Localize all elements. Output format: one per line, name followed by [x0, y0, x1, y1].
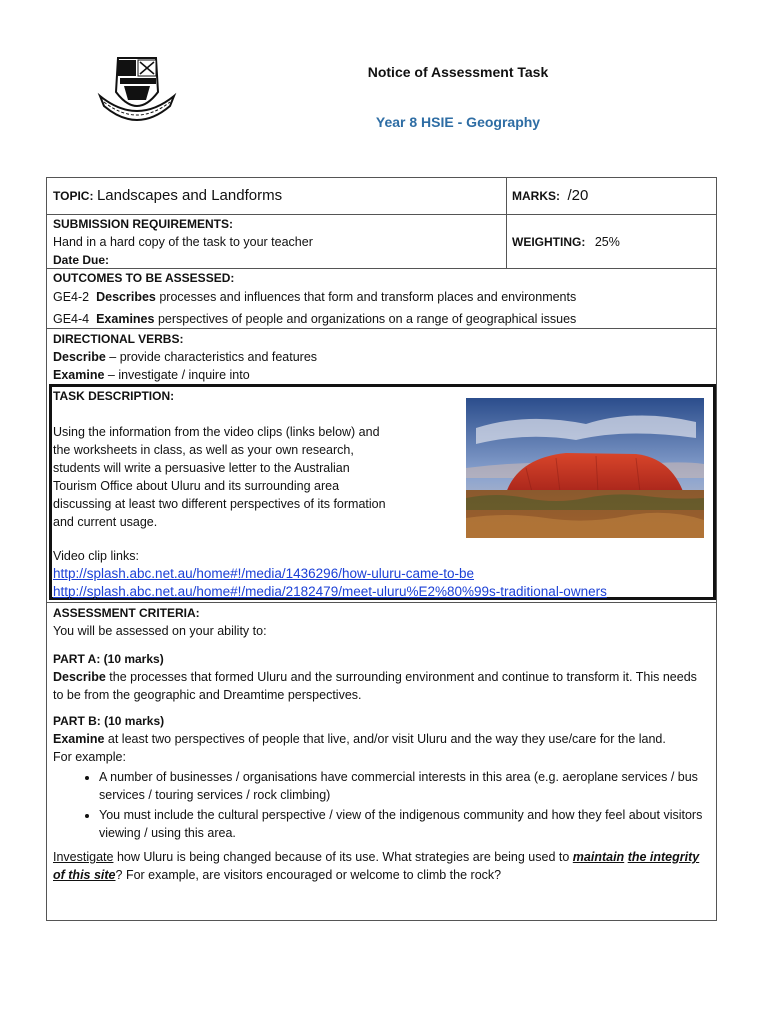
criteria-cell — [47, 604, 716, 884]
closing-question: ? For example, are visitors encouraged or welcome to climb the rock? — [115, 868, 502, 882]
part-b-verb: Examine — [53, 732, 105, 746]
uluru-photo — [466, 398, 704, 538]
outcome-item — [53, 288, 710, 306]
part-a-verb: Describe — [53, 670, 106, 684]
page-title: Notice of Assessment Task — [367, 64, 549, 80]
outcome-item — [53, 310, 710, 328]
task-line: the worksheets in class, as well as your own research, — [53, 443, 354, 457]
task-line: Using the information from the video clips (links below) and — [53, 425, 380, 439]
submission-label: SUBMISSION REQUIREMENTS: — [53, 217, 234, 231]
submission-cell — [47, 215, 506, 269]
topic-label: TOPIC: — [53, 189, 94, 203]
verb-text: – investigate / inquire into — [107, 368, 250, 382]
assessment-table — [46, 177, 717, 921]
video-link-1[interactable]: http://splash.abc.net.au/home#!/media/1436296/how-uluru-came-to-be — [53, 566, 475, 581]
directional-verbs-label: DIRECTIONAL VERBS: — [53, 332, 184, 346]
marks-label: MARKS: — [512, 189, 560, 203]
task-line: and current usage. — [53, 515, 158, 529]
example-label: For example: — [53, 750, 126, 764]
topic-cell — [47, 187, 506, 205]
task-label: TASK DESCRIPTION: — [53, 389, 175, 403]
investigate-word: Investigate — [53, 850, 114, 864]
closing-text: how Uluru is being changed because of its use. What strategies are being used to — [116, 850, 570, 864]
part-a-description: the processes that formed Uluru and the surrounding environment and continue to transform it. This needs to be from the geographic and Dreamtime perspectives. — [53, 670, 697, 702]
weighting-value: 25% — [594, 235, 620, 249]
verb-name: Examine — [53, 368, 105, 382]
weighting-label: WEIGHTING: — [512, 235, 586, 249]
marks-value: /20 — [567, 187, 589, 204]
outcome-code: GE4-4 — [53, 312, 90, 326]
outcome-verb: Describes — [96, 290, 156, 304]
example-list — [53, 768, 710, 842]
video-label: Video clip links: — [53, 549, 139, 563]
topic-value: Landscapes and Landforms — [96, 187, 283, 204]
part-a-heading: PART A: (10 marks) — [53, 652, 164, 666]
task-line: students will write a persuasive letter to the Australian — [53, 461, 350, 475]
verb-item — [53, 366, 710, 384]
part-b-text — [53, 730, 710, 748]
task-line: Tourism Office about Uluru and its surrounding area — [53, 479, 340, 493]
task-line: discussing at least two different perspectives of its formation — [53, 497, 386, 511]
outcomes-label: OUTCOMES TO BE ASSESSED: — [53, 271, 235, 285]
video-link-2[interactable]: http://splash.abc.net.au/home#!/media/2182479/meet-uluru%E2%80%99s-traditional-owners — [53, 584, 607, 599]
part-b-description: at least two perspectives of people that live, and/or visit Uluru and the way they use/care for the land. — [107, 732, 666, 746]
closing-paragraph — [53, 848, 710, 884]
outcome-verb: Examines — [96, 312, 155, 326]
list-item: • A number of businesses / organisations have commercial interests in this area (e.g. aeroplane services / bus services / touring services / rock climbing) — [99, 768, 710, 804]
outcome-text: perspectives of people and organizations on a range of geographical issues — [157, 312, 577, 326]
emphasis-integrity: the integrity of this site — [53, 850, 700, 882]
outcome-text: processes and influences that form and transform places and environments — [159, 290, 577, 304]
date-due-label: Date Due: — [53, 253, 110, 267]
weighting-cell — [506, 233, 716, 251]
criteria-intro: You will be assessed on your ability to: — [53, 624, 267, 638]
verb-text: – provide characteristics and features — [109, 350, 318, 364]
marks-cell — [506, 187, 716, 205]
part-b-heading: PART B: (10 marks) — [53, 714, 165, 728]
outcomes-cell — [47, 269, 716, 328]
submission-text: Hand in a hard copy of the task to your teacher — [53, 235, 313, 249]
emphasis-maintain: maintain — [572, 850, 625, 864]
directional-verbs-cell — [47, 330, 716, 384]
verb-item — [53, 348, 710, 366]
part-a-text — [53, 668, 710, 704]
criteria-label: ASSESSMENT CRITERIA: — [53, 606, 200, 620]
page-subtitle: Year 8 HSIE - Geography — [375, 114, 541, 130]
outcome-code: GE4-2 — [53, 290, 90, 304]
list-item: • You must include the cultural perspective / view of the indigenous community and how they feel about visitors viewing / using this area. — [99, 806, 710, 842]
verb-name: Describe — [53, 350, 106, 364]
